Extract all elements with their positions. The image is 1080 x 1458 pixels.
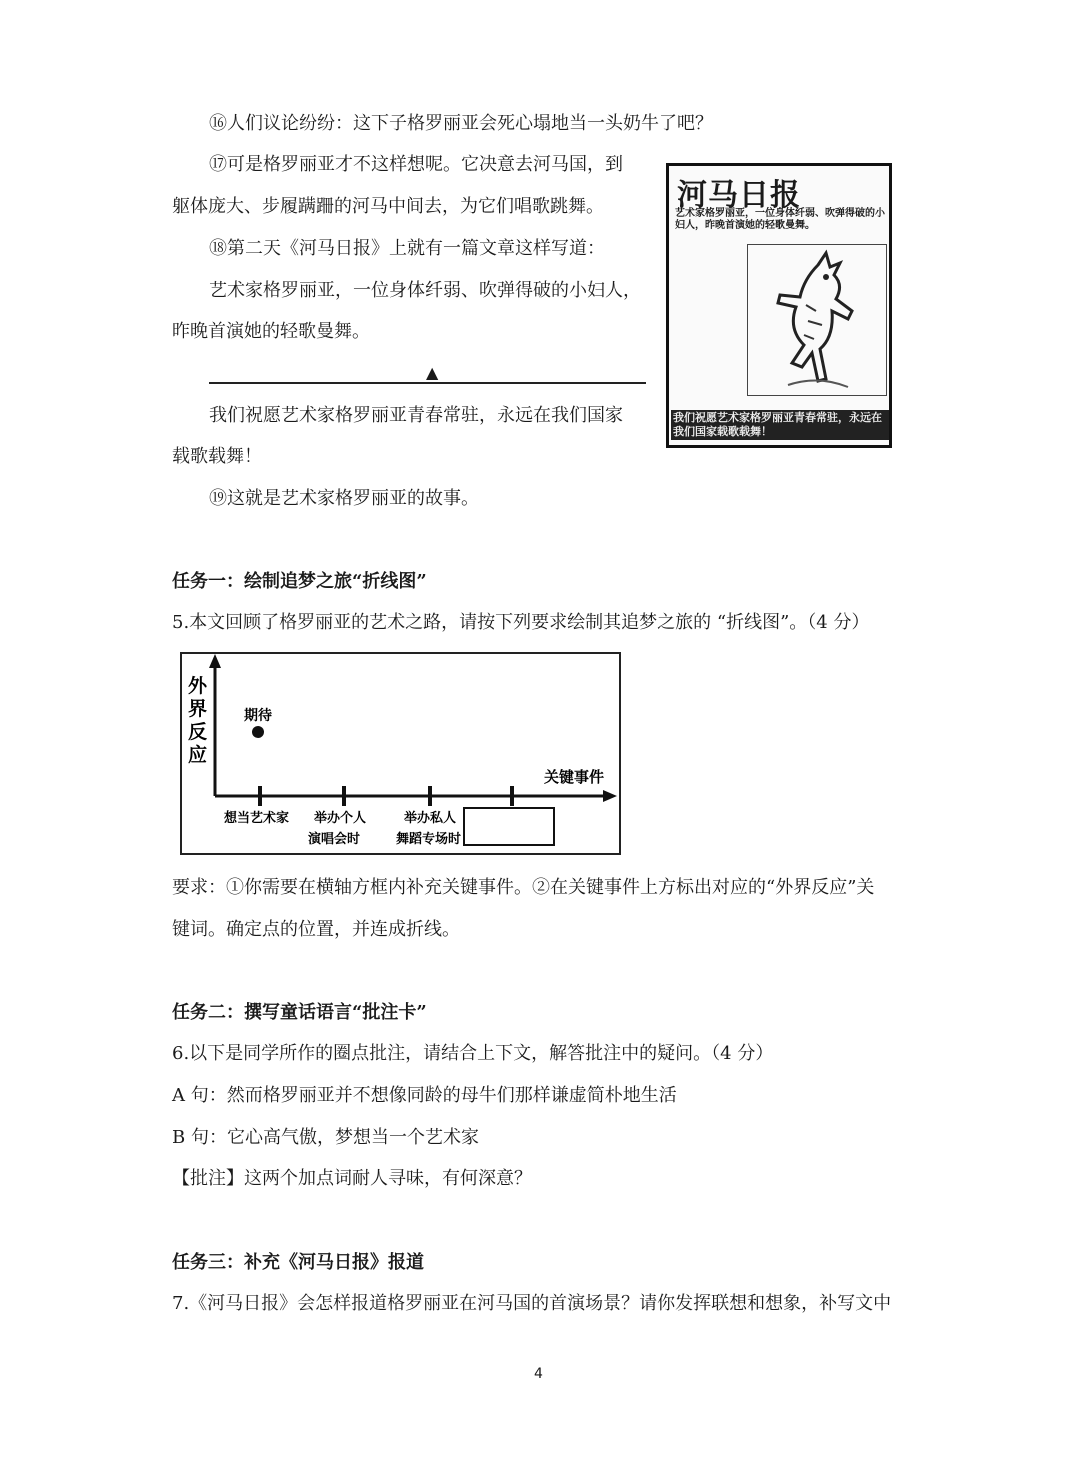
annotation-note: 【批注】这两个加点词耐人寻味，有何深意？	[172, 1168, 532, 1189]
omission-triangle: ▲	[426, 363, 439, 382]
article-quote-line1: 艺术家格罗丽亚，一位身体纤弱、吹弹得破的小妇人，	[209, 280, 641, 301]
tick-label-2-line2: 演唱会时	[308, 832, 361, 847]
y-axis-arrow	[209, 654, 221, 668]
sentence-a: A 句：然而格罗丽亚并不想像同龄的母牛们那样谦虚简朴地生活	[172, 1085, 677, 1106]
newspaper-illustration	[666, 163, 892, 448]
x-axis-label: 关键事件	[544, 768, 605, 786]
question-6: 6.以下是同学所作的圈点批注，请结合上下文，解答批注中的疑问。（4 分）	[172, 1043, 774, 1064]
newspaper-title: 河马日报	[677, 178, 801, 213]
question-7: 7.《河马日报》会怎样报道格罗丽亚在河马国的首演场景？请你发挥联想和想象，补写文中	[172, 1293, 892, 1314]
paragraph-17-line2: 躯体庞大、步履蹒跚的河马中间去，为它们唱歌跳舞。	[172, 196, 604, 217]
tick-label-1: 想当艺术家	[224, 811, 290, 826]
task3-heading: 任务三：补充《河马日报》报道	[172, 1252, 424, 1273]
data-point	[252, 726, 264, 738]
wish-line1: 我们祝愿艺术家格罗丽亚青春常驻，永远在我们国家	[209, 405, 623, 426]
cow-dancing-icon	[748, 245, 886, 395]
answer-input-box[interactable]	[464, 808, 554, 845]
task2-heading: 任务二：撰写童话语言“批注卡”	[172, 1002, 427, 1023]
question-5: 5.本文回顾了格罗丽亚的艺术之路，请按下列要求绘制其追梦之旅的 “折线图”。（4 分）	[172, 612, 870, 633]
article-quote-line2: 昨晚首演她的轻歌曼舞。	[172, 321, 370, 342]
tick-label-3-line1: 举办私人	[404, 811, 457, 826]
y-axis-label	[188, 675, 208, 766]
wish-line2: 载歌载舞！	[172, 446, 262, 467]
paragraph-16: ⑯人们议论纷纷：这下子格罗丽亚会死心塌地当一头奶牛了吧？	[209, 113, 713, 134]
newspaper-picture-frame	[747, 244, 887, 396]
y-axis-label-char: 反	[188, 721, 208, 743]
newspaper-intro: 艺术家格罗丽亚，一位身体纤弱、吹弹得破的小妇人，昨晚首演她的轻歌曼舞。	[675, 208, 885, 231]
paragraph-19: ⑲这就是艺术家格罗丽亚的故事。	[209, 488, 479, 509]
line-chart-box	[180, 652, 621, 855]
tick-label-3-line2: 舞蹈专场时	[396, 832, 462, 847]
requirement-line1: 要求：①你需要在横轴方框内补充关键事件。②在关键事件上方标出对应的“外界反应”关	[172, 877, 875, 898]
fill-in-line	[209, 382, 646, 384]
y-axis-label-char: 外	[188, 675, 208, 697]
x-axis-arrow	[603, 790, 617, 802]
task1-heading: 任务一：绘制追梦之旅“折线图”	[172, 571, 427, 592]
page-number: 4	[534, 1366, 543, 1382]
y-axis-label-char: 界	[188, 698, 208, 720]
y-axis-label-char: 应	[188, 744, 208, 766]
line-chart	[182, 654, 619, 853]
sentence-b: B 句：它心高气傲，梦想当一个艺术家	[172, 1127, 479, 1148]
requirement-line2: 键词。确定点的位置，并连成折线。	[172, 919, 460, 940]
data-point-label: 期待	[244, 708, 272, 724]
paragraph-18: ⑱第二天《河马日报》上就有一篇文章这样写道：	[209, 238, 605, 259]
tick-label-2-line1: 举办个人	[314, 811, 367, 826]
paragraph-17-line1: ⑰可是格罗丽亚才不这样想呢。它决意去河马国，到	[209, 154, 623, 175]
newspaper-footer: 我们祝愿艺术家格罗丽亚青春常驻，永远在我们国家载歌载舞！	[671, 410, 889, 440]
